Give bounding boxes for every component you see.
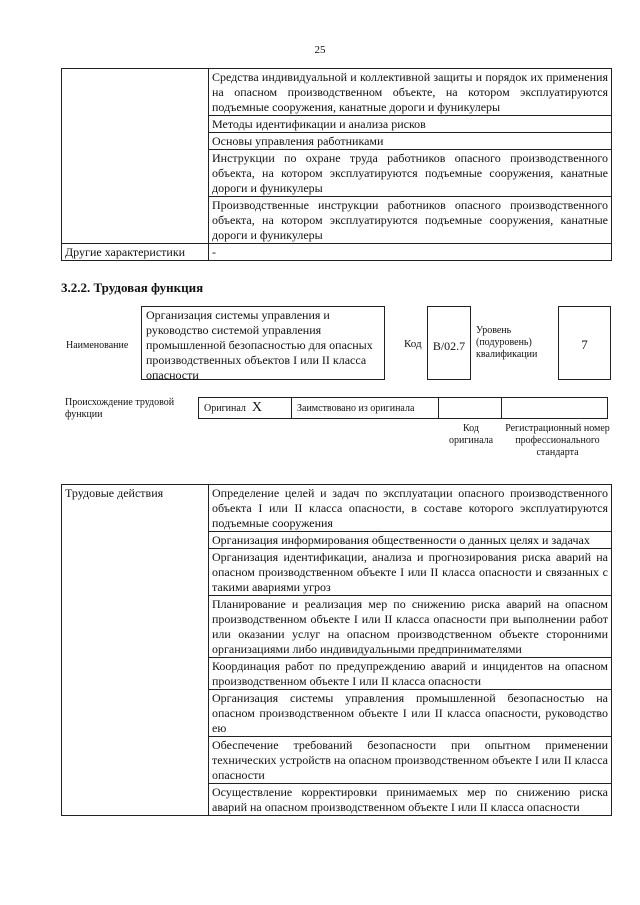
labor-action-item: Обеспечение требований безопасности при опытном применении технических устройств на опасном производственном объекте I или II класса опасности: [209, 737, 612, 784]
original-cell: [199, 398, 292, 419]
labor-action-item: Планирование и реализация мер по снижению риска аварий на опасном производственном объекте I или II класса опасности при выполнении работ или оказании услуг на опасном производственном объекте сторонними организациями либо индивидуальными предпринимателями: [209, 596, 612, 658]
label-cell-empty: [62, 69, 209, 244]
original-code-caption: Код оригинала: [448, 423, 494, 446]
labor-action-item: Определение целей и задач по эксплуатации опасного производственного объекта I или II класса опасности, в составе которого эксплуатируются подъемные сооружения: [209, 485, 612, 532]
original-code-cell: [439, 398, 502, 419]
qualification-level-label: Уровень (подуровень) квалификации: [476, 325, 538, 360]
section-heading: 3.2.2. Трудовая функция: [61, 280, 204, 295]
registration-number-cell: [502, 398, 608, 419]
table-row: [62, 69, 612, 116]
labor-action-item: Организация системы управления промышленной безопасностью на опасном производственном объекте I или II класса опасности, руководство ею: [209, 690, 612, 737]
function-name-box: Организация системы управления и руководство системой управления промышленной безопасностью для опасных производственных объектов I или II класса опасности: [141, 306, 385, 380]
knowledge-item: Производственные инструкции работников опасного производственного объекта, на котором эксплуатируются подъемные сооружения, канатные дороги и фуникулеры: [209, 197, 612, 244]
labor-actions-label: Трудовые действия: [62, 485, 209, 816]
labor-action-item: Организация идентификации, анализа и прогнозирования риска аварий на опасном производственном объекте I или II класса опасности и связанных с такими авариями угроз: [209, 549, 612, 596]
other-characteristics-label: Другие характеристики: [62, 244, 209, 261]
borrowed-cell: Заимствовано из оригинала: [292, 398, 439, 419]
table-row: [62, 244, 612, 261]
knowledge-item: Методы идентификации и анализа рисков: [209, 116, 612, 133]
labor-action-item: Осуществление корректировки принимаемых мер по снижению риска аварий на опасном производственном объекте I или II класса опасности: [209, 784, 612, 816]
qualification-level-box: 7: [558, 306, 611, 380]
original-label: Оригинал: [204, 403, 246, 414]
code-label: Код: [404, 338, 422, 350]
knowledge-item: Инструкции по охране труда работников опасного производственного объекта, на котором эксплуатируются подъемные сооружения, канатные дороги и фуникулеры: [209, 150, 612, 197]
knowledge-item: Средства индивидуальной и коллективной защиты и порядок их применения на опасном производственном объекте, на котором эксплуатируются подъемные сооружения, канатные дороги и фуникулеры: [209, 69, 612, 116]
origin-table: [198, 397, 608, 419]
table-row: [199, 398, 608, 419]
function-code-box: B/02.7: [427, 306, 471, 380]
labor-actions-table: [61, 484, 612, 816]
original-mark: X: [251, 400, 263, 415]
knowledge-item: Основы управления работниками: [209, 133, 612, 150]
knowledge-table: [61, 68, 612, 261]
labor-action-item: Координация работ по предупреждению аварий и инцидентов на опасном производственном объекте I или II класса опасности: [209, 658, 612, 690]
table-row: [62, 485, 612, 532]
labor-action-item: Организация информирования общественности о данных целях и задачах: [209, 532, 612, 549]
origin-label: Происхождение трудовой функции: [65, 397, 175, 420]
page-number: 25: [314, 44, 326, 56]
name-label: Наименование: [66, 340, 129, 351]
other-characteristics-value: -: [209, 244, 612, 261]
registration-number-caption: Регистрационный номер профессионального стандарта: [505, 423, 610, 458]
